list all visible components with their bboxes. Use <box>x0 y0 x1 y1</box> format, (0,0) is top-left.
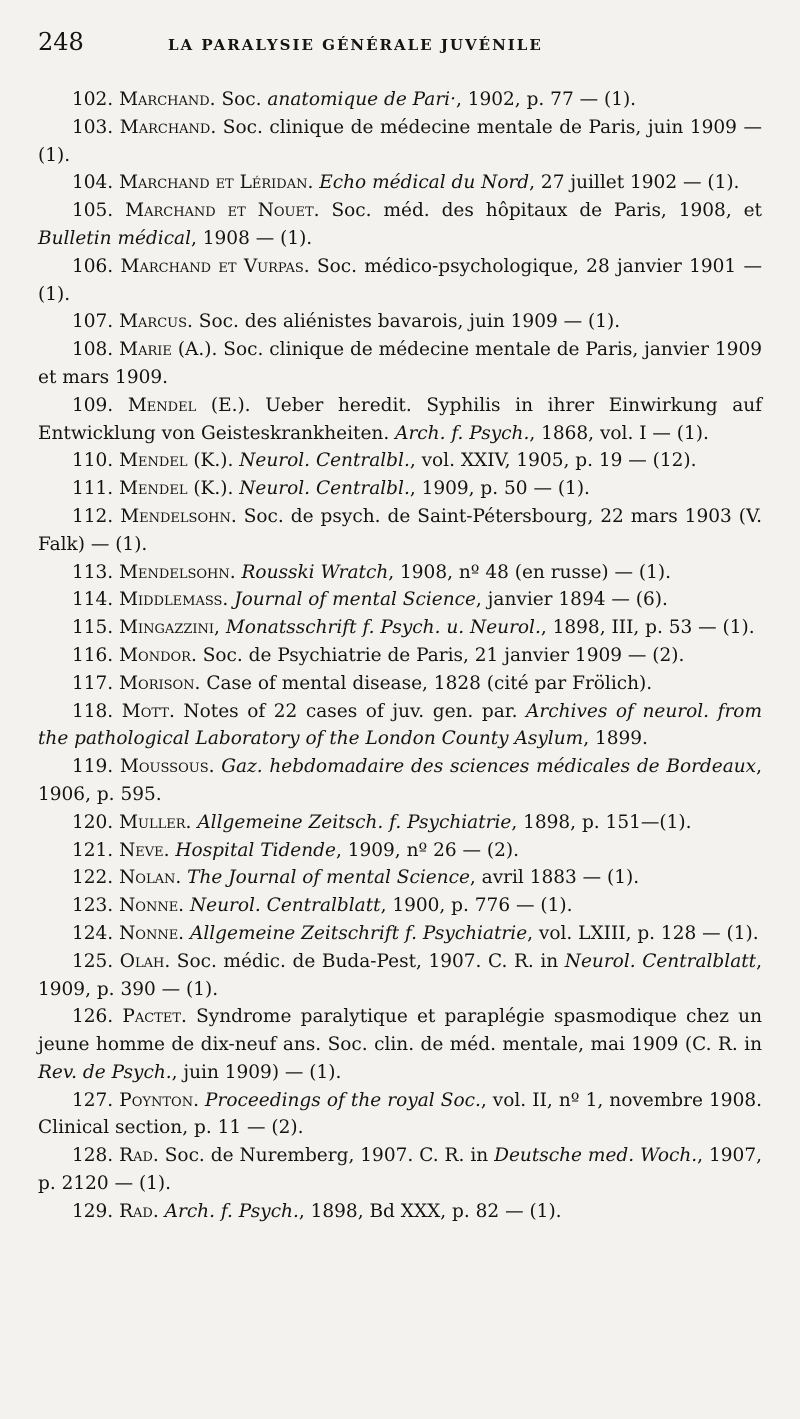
entry-author: Mingazzini, <box>119 617 220 639</box>
running-head: LA PARALYSIE GÉNÉRALE JUVÉNILE <box>168 36 543 54</box>
entry-author: Marchand et Nouet. <box>125 200 320 222</box>
entry-author: Mendel <box>119 450 188 472</box>
entry-number: 108. <box>72 339 114 361</box>
entry-details: , 1909, p. 50 — (1). <box>409 478 590 500</box>
entry-author: Mendel <box>119 478 188 500</box>
entry-number: 107. <box>72 311 114 333</box>
entry-text: (K.). <box>187 478 240 500</box>
entry-details: , 1906, p. 595. <box>38 756 762 805</box>
entry-title: Neurol. Centralbl. <box>239 478 410 500</box>
entry-text: (E.). Ueber heredit. Syphilis in ihrer Einwirkung auf Entwicklung von Geisteskrankheiten. <box>38 394 762 444</box>
entry-title: Allgemeine Zeitschrift f. Psychiatrie <box>189 922 528 944</box>
entry-author: Morison. <box>119 672 201 694</box>
entry-text: Soc. des aliénistes bavarois, juin 1909 — (1). <box>192 311 621 333</box>
bibliography-entry <box>38 809 762 837</box>
bibliography-entry <box>38 698 762 754</box>
bibliography-entry <box>38 586 762 614</box>
entry-title: Hospital Tidende <box>175 839 336 861</box>
entry-title: Monatsschrift f. Psych. u. Neurol. <box>225 617 541 639</box>
entry-author: Poynton. <box>119 1089 199 1111</box>
entry-author: Marcus. <box>119 311 193 333</box>
entry-title: Bulletin médical <box>38 227 191 249</box>
entry-author: Nonne. <box>119 922 185 944</box>
entry-author: Neve. <box>119 839 170 861</box>
entry-author: Mendel <box>127 394 197 416</box>
entry-text: Notes of 22 cases of juv. gen. par. <box>174 700 527 722</box>
entry-author: Olah. <box>119 950 171 972</box>
bibliography-entry <box>38 114 762 170</box>
entry-author: Nonne. <box>119 895 185 917</box>
entry-number: 104. <box>72 172 114 194</box>
entry-number: 126. <box>72 1006 114 1028</box>
entry-author: Marchand et Vurpas. <box>120 255 310 277</box>
entry-number: 120. <box>72 811 114 833</box>
bibliography-entry <box>38 1003 762 1086</box>
entry-title: Neurol. Centralblatt <box>564 950 757 972</box>
entry-number: 124. <box>72 922 114 944</box>
entry-text: Case of mental disease, 1828 (cité par Frölich). <box>200 672 653 694</box>
entry-details: , 1909, nº 26 — (2). <box>335 839 519 861</box>
entry-title: Neurol. Centralblatt <box>189 895 381 917</box>
entry-details: , 1898, Bd XXX, p. 82 — (1). <box>298 1200 562 1222</box>
entry-author: Rad. <box>119 1145 159 1167</box>
entry-number: 123. <box>72 895 114 917</box>
entry-text: Soc. médic. de Buda-Pest, 1907. C. R. in <box>170 950 565 972</box>
entry-author: Mondor. <box>119 644 197 666</box>
entry-details: , 1899. <box>583 728 648 750</box>
entry-details: , juin 1909) — (1). <box>171 1061 342 1083</box>
bibliography-entry <box>38 1142 762 1198</box>
entry-author: Mott. <box>121 700 175 722</box>
entry-number: 102. <box>72 89 114 110</box>
entry-details: , 1902, p. 77 — (1). <box>455 89 637 110</box>
entry-author: Muller. <box>119 811 192 833</box>
bibliography-entry <box>38 864 762 892</box>
entry-title: The Journal of mental Science <box>187 867 470 889</box>
entry-author: Mendelsohn. <box>120 505 237 527</box>
entry-title: Arch. f. Psych. <box>395 422 530 444</box>
entry-title: anatomique de Pari· <box>267 89 456 110</box>
entry-title: Allgemeine Zeitsch. f. Psychiatrie <box>197 811 512 833</box>
entry-details: , avril 1883 — (1). <box>469 867 640 889</box>
bibliography-entry <box>38 253 762 309</box>
bibliography-entry <box>38 86 762 114</box>
entry-title: Neurol. Centralbl. <box>239 450 410 472</box>
page-number: 248 <box>38 28 84 56</box>
entry-author: Middlemass. <box>119 589 229 611</box>
entry-title: Gaz. hebdomadaire des sciences médicales de Bordeaux <box>221 756 757 778</box>
entry-author: Nolan. <box>119 867 182 889</box>
bibliography-entry <box>38 670 762 698</box>
entry-number: 115. <box>72 617 114 639</box>
entry-number: 106. <box>72 255 114 277</box>
bibliography-entry <box>38 308 762 336</box>
entry-number: 127. <box>72 1089 114 1111</box>
entry-title: Rev. de Psych. <box>38 1061 172 1083</box>
entry-text: (A.). Soc. clinique de médecine mentale de Paris, janvier 1909 et mars 1909. <box>38 339 762 388</box>
bibliography-entry <box>38 614 762 642</box>
entry-author: Marchand et Léridan. <box>119 172 314 194</box>
entry-author: Marchand. <box>119 89 216 110</box>
bibliography-entry <box>38 920 762 948</box>
bibliography-entry <box>38 503 762 559</box>
bibliography-entry <box>38 1198 762 1226</box>
entry-text: Soc. clinique de médecine mentale de Paris, juin 1909 — (1). <box>38 116 762 166</box>
entry-details: , 1898, III, p. 53 — (1). <box>540 617 755 639</box>
entry-number: 117. <box>72 672 114 694</box>
bibliography-entry <box>38 642 762 670</box>
entry-text: Syndrome paralytique et paraplégie spasmodique chez un jeune homme de dix-neuf ans. Soc. clin. de méd. mentale, mai 1909 (C. R. in <box>38 1006 762 1056</box>
bibliography-entry <box>38 392 762 448</box>
bibliography-entry <box>38 169 762 197</box>
entry-title: Proceedings of the royal Soc. <box>205 1089 481 1111</box>
entry-number: 119. <box>72 756 114 778</box>
entry-details: , 1907, p. 2120 — (1). <box>38 1145 762 1195</box>
bibliography-entry <box>38 336 762 392</box>
entry-number: 129. <box>72 1200 114 1222</box>
bibliography-entry <box>38 948 762 1004</box>
entry-number: 116. <box>72 644 114 666</box>
entry-text: Soc. de Psychiatrie de Paris, 21 janvier 1909 — (2). <box>196 644 685 666</box>
entry-number: 118. <box>72 700 114 722</box>
entry-author: Marie <box>119 339 172 361</box>
entry-details: , vol. XXIV, 1905, p. 19 — (12). <box>409 450 697 472</box>
entry-text: Soc. méd. des hôpitaux de Paris, 1908, et <box>319 200 762 222</box>
entry-author: Pactet. <box>122 1006 187 1028</box>
entry-text: Soc. <box>215 89 268 110</box>
entry-number: 122. <box>72 867 114 889</box>
entry-number: 125. <box>72 950 114 972</box>
entry-details: , 1908 — (1). <box>191 227 313 249</box>
entry-author: Moussous. <box>119 756 215 778</box>
bibliography-entry <box>38 1087 762 1143</box>
entry-text: Soc. de Nuremberg, 1907. C. R. in <box>158 1145 495 1167</box>
bibliography-entry <box>38 447 762 475</box>
entry-title: Journal of mental Science <box>234 589 476 611</box>
entry-author: Mendelsohn. <box>119 561 236 583</box>
entry-author: Marchand. <box>119 116 217 138</box>
entry-text: Soc. médico-psychologique, 28 janvier 1901 — (1). <box>38 255 762 305</box>
bibliography-entry <box>38 892 762 920</box>
entry-details: , 1868, vol. I — (1). <box>529 422 709 444</box>
bibliography-entry <box>38 475 762 503</box>
entry-title: Echo médical du Nord <box>319 172 530 194</box>
entry-text: (K.). <box>187 450 240 472</box>
entry-details: , vol. LXIII, p. 128 — (1). <box>527 922 759 944</box>
entry-details: , 1908, nº 48 (en russe) — (1). <box>388 561 671 583</box>
entry-number: 111. <box>72 478 114 500</box>
entry-number: 114. <box>72 589 114 611</box>
page-header <box>38 28 762 78</box>
entry-title: Deutsche med. Woch. <box>494 1145 698 1167</box>
entry-number: 105. <box>72 200 114 222</box>
entry-number: 121. <box>72 839 114 861</box>
entry-number: 113. <box>72 561 114 583</box>
entry-number: 128. <box>72 1145 114 1167</box>
entry-number: 109. <box>72 394 114 416</box>
entry-details: , vol. II, nº 1, novembre 1908. Clinical section, p. 11 — (2). <box>38 1089 762 1139</box>
entry-number: 103. <box>72 116 114 138</box>
entry-text: Soc. de psych. de Saint-Pétersbourg, 22 mars 1903 (V. Falk) — (1). <box>38 505 762 555</box>
bibliography-entry <box>38 837 762 865</box>
entry-number: 110. <box>72 450 114 472</box>
bibliography-entry <box>38 559 762 587</box>
entry-author: Rad. <box>119 1200 159 1222</box>
entry-details: , 1898, p. 151—(1). <box>511 811 692 833</box>
entry-details: , 1900, p. 776 — (1). <box>380 895 573 917</box>
entry-title: Rousski Wratch <box>241 561 389 583</box>
entry-title: Archives of neurol. from the pathological Laboratory of the London County Asylum <box>38 700 762 750</box>
entry-details: , 1909, p. 390 — (1). <box>38 950 762 1000</box>
bibliography-entry <box>38 197 762 253</box>
entry-title: Arch. f. Psych. <box>164 1200 299 1222</box>
bibliography-entry <box>38 753 762 809</box>
entry-number: 112. <box>72 505 114 527</box>
entry-details: , janvier 1894 — (6). <box>475 589 668 611</box>
bibliography-list <box>38 86 762 1226</box>
entry-details: , 27 juillet 1902 — (1). <box>529 172 740 194</box>
